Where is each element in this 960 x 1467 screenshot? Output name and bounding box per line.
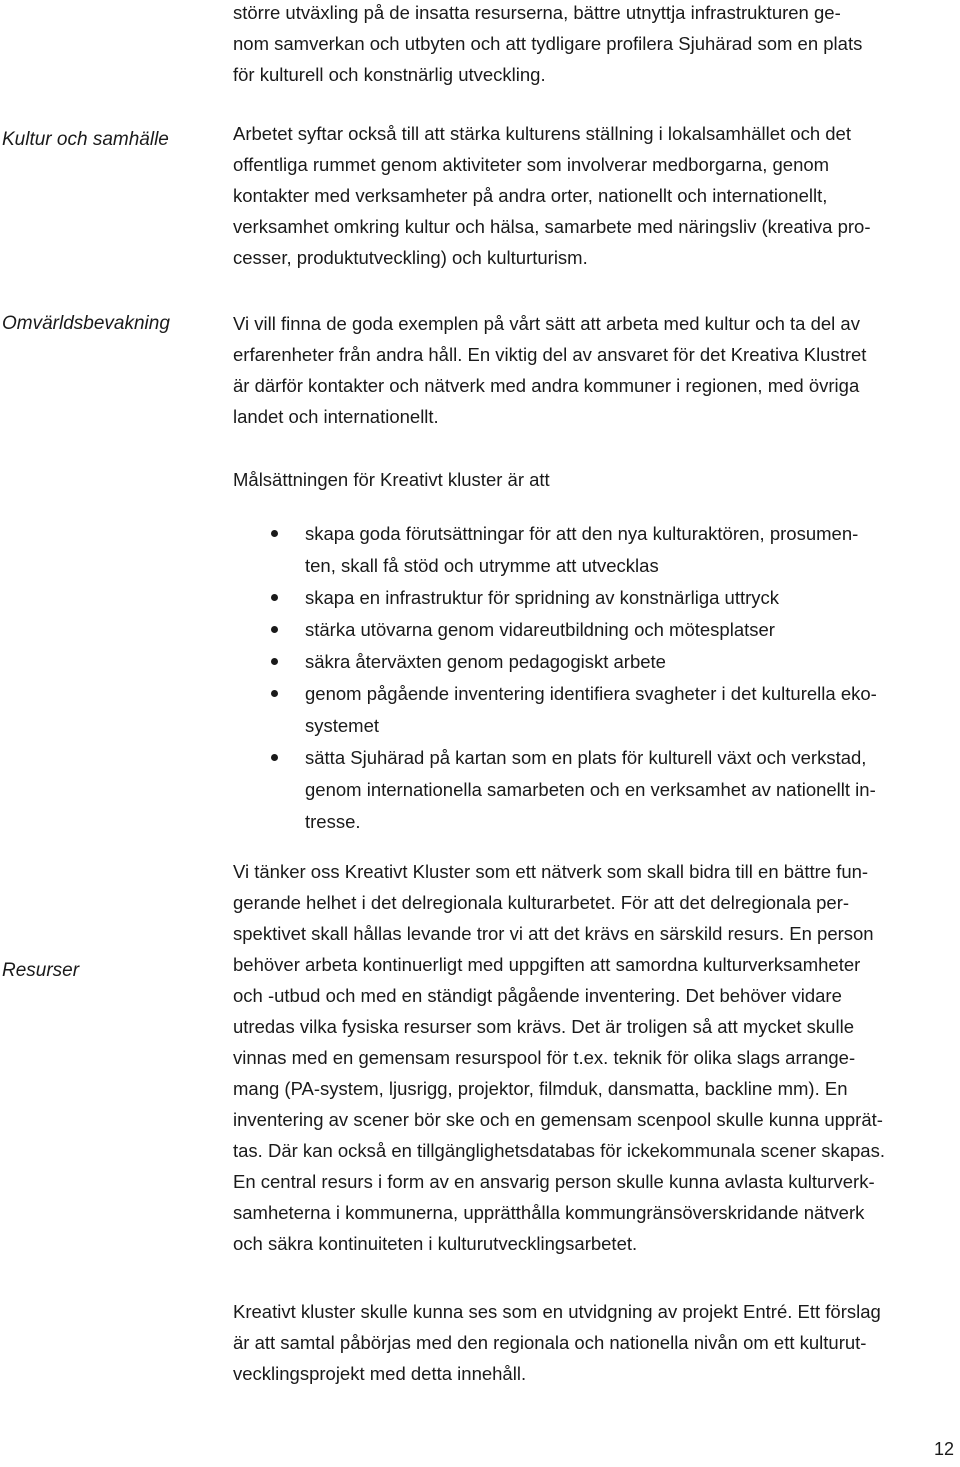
bullet-icon <box>271 530 278 537</box>
text-line: Kreativt kluster skulle kunna ses som en utvidgning av projekt Entré. Ett förslag <box>233 1301 881 1322</box>
intro-paragraph <box>233 0 955 90</box>
text-line: spektivet skall hållas levande tror vi att det krävs en särskild resurs. En person <box>233 923 874 944</box>
closing-paragraph <box>233 1296 955 1389</box>
text-line: erfarenheter från andra håll. En viktig del av ansvaret för det Kreativa Klustret <box>233 344 867 365</box>
goals-heading: Målsättningen för Kreativt kluster är att <box>233 469 550 490</box>
text-line: och -utbud och med en ständigt pågående inventering. Det behöver vidare <box>233 985 842 1006</box>
resurser-paragraph <box>233 856 955 1259</box>
list-item: säkra återväxten genom pedagogiskt arbete <box>233 646 955 678</box>
text-line: kontakter med verksamheter på andra orter, nationellt och internationellt, <box>233 185 828 206</box>
list-item: sätta Sjuhärad på kartan som en plats för kulturell växt och verkstad, genom internationella samarbeten och en verksamhet av nationellt in- tresse. <box>233 742 955 838</box>
text-line: utredas vilka fysiska resurser som krävs. Det är troligen så att mycket skulle <box>233 1016 854 1037</box>
bullet-icon <box>271 626 278 633</box>
text-line: vecklingsprojekt med detta innehåll. <box>233 1363 527 1384</box>
text-line: inventering av scener bör ske och en gemensam scenpool skulle kunna upprät- <box>233 1109 883 1130</box>
list-item: genom pågående inventering identifiera svagheter i det kulturella eko- systemet <box>233 678 955 742</box>
text-line: är att samtal påbörjas med den regionala och nationella nivån om ett kulturut- <box>233 1332 867 1353</box>
text-line: och säkra kontinuiteten i kulturutvecklingsarbetet. <box>233 1233 638 1254</box>
bullet-icon <box>271 690 278 697</box>
text-line: samheterna i kommunerna, upprätthålla kommungränsöverskridande nätverk <box>233 1202 865 1223</box>
goals-list <box>233 518 955 838</box>
page-number: 12 <box>933 1439 954 1459</box>
text-line: cesser, produktutveckling) och kulturturism. <box>233 247 588 268</box>
list-item: stärka utövarna genom vidareutbildning och mötesplatser <box>233 614 955 646</box>
margin-label-resurser: Resurser <box>2 960 80 981</box>
text-line: landet och internationellt. <box>233 406 439 427</box>
text-line: större utväxling på de insatta resurserna, bättre utnyttja infrastrukturen ge- <box>233 2 841 23</box>
bullet-icon <box>271 658 278 665</box>
margin-label-omvarld: Omvärldsbevakning <box>2 313 170 334</box>
text-line: verksamhet omkring kultur och hälsa, samarbete med näringsliv (kreativa pro- <box>233 216 871 237</box>
text-line: Arbetet syftar också till att stärka kulturens ställning i lokalsamhället och det <box>233 123 851 144</box>
text-line: för kulturell och konstnärlig utveckling. <box>233 64 546 85</box>
text-line: vinnas med en gemensam resurspool för t.ex. teknik för olika slags arrange- <box>233 1047 856 1068</box>
omvarld-paragraph <box>233 308 955 432</box>
text-line: Vi vill finna de goda exemplen på vårt sätt att arbeta med kultur och ta del av <box>233 313 860 334</box>
text-line: är därför kontakter och nätverk med andra kommuner i regionen, med övriga <box>233 375 860 396</box>
bullet-icon <box>271 594 278 601</box>
text-line: behöver arbeta kontinuerligt med uppgiften att samordna kulturverksamheter <box>233 954 861 975</box>
text-line: offentliga rummet genom aktiviteter som involverar medborgarna, genom <box>233 154 830 175</box>
text-line: Vi tänker oss Kreativt Kluster som ett nätverk som skall bidra till en bättre fun- <box>233 861 869 882</box>
list-item: skapa en infrastruktur för spridning av konstnärliga uttryck <box>233 582 955 614</box>
text-line: gerande helhet i det delregionala kulturarbetet. För att det delregionala per- <box>233 892 850 913</box>
list-item: skapa goda förutsättningar för att den nya kulturaktören, prosumen- ten, skall få stöd och utrymme att utvecklas <box>233 518 955 582</box>
margin-label-kultur: Kultur och samhälle <box>2 129 169 150</box>
text-line: En central resurs i form av en ansvarig person skulle kunna avlasta kulturverk- <box>233 1171 875 1192</box>
bullet-icon <box>271 754 278 761</box>
text-line: nom samverkan och utbyten och att tydligare profilera Sjuhärad som en plats <box>233 33 863 54</box>
text-line: mang (PA-system, ljusrigg, projektor, filmduk, dansmatta, backline mm). En <box>233 1078 848 1099</box>
kultur-paragraph <box>233 118 955 273</box>
text-line: tas. Där kan också en tillgänglighetsdatabas för ickekommunala scener skapas. <box>233 1140 885 1161</box>
